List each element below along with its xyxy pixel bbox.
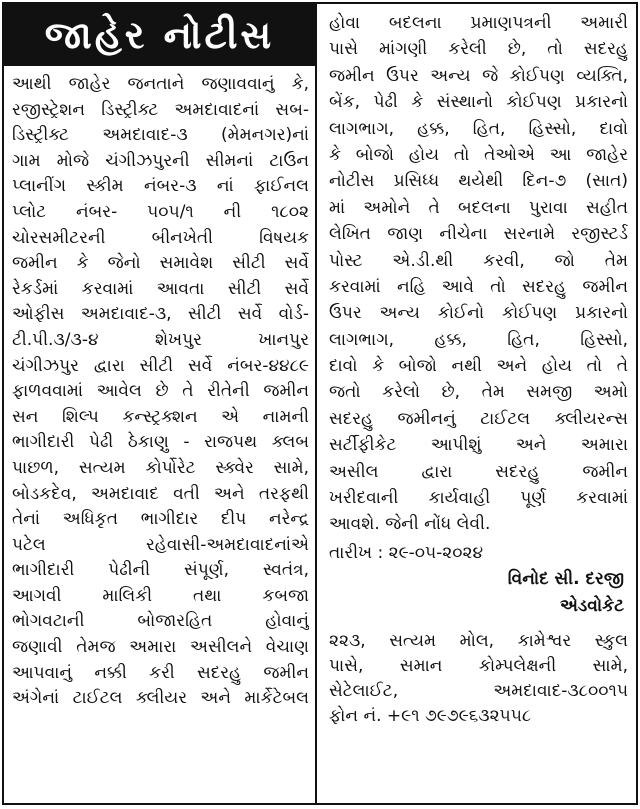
body-line: હોવા બદલના પ્રમાણપત્રની અમારી [329,13,628,33]
body-line: તેનાં અધિકૃત ભાગીદાર દીપ નરેન્દ્ર [12,509,309,530]
body-line: ગામ મોજે ચંગીઝપુરની સીમનાં ટાઉન [12,150,309,171]
body-line: સર્ટીફીકેટ આપીશું અને અમારા [329,435,628,456]
body-line: પાછળ, સત્યમ કોર્પોરેટ સ્ક્વેર સામે, [12,457,309,478]
body-line: ભોગવટાની બોજારહિત હોવાનું [12,611,309,632]
signatory-name: વિનોદ સી. દરજી [507,569,624,590]
body-line: પોસ્ટ એ.ડી.થી કરવી, જો તેમ [329,250,628,271]
body-line: લેખિત જાણ નીચેના સરનામે રજીસ્ટર્ડ [329,224,628,245]
left-body-text [4,66,315,712]
body-line: ભાગીદારી પેઢી ઠેકાણુ - રાજપથ ક્લબ [12,432,309,453]
body-line: આગવી માલિકી તથા કબજા [12,585,309,606]
body-line: ટી.પી.૩/૩-૪ શેખપુર ખાનપુર [12,329,309,350]
body-line: ઓફીસ અમદાવાદ-૩, સીટી સર્વે વોર્ડ- [12,304,309,325]
body-line: ચોરસમીટરની બીનખેતી વિષયક [12,227,309,248]
body-line: બોડકદેવ, અમદાવાદ વતી અને તરફથી [12,483,309,504]
body-line: રજીસ્ટ્રેશન ડિસ્ટ્રીક્ટ અમદાવાદનાં સબ- [12,99,309,120]
body-line: અસીલ દ્વારા સદરહુ જમીન [329,461,628,482]
phone-number: ફોન નં. +૯૧ ૭૯૭૯૬૩૨૫૫૮ [329,705,532,726]
body-line: ફાળવવામાં આવેલ છે તે રીતેની જમીન [12,381,309,402]
body-line: લાગભાગ, હક્ક, હિત, હિસ્સો, દાવો [329,118,628,139]
public-notice [2,2,638,805]
body-line: લાગભાગ, હક્ક, હિત, હિસ્સો, [329,329,628,350]
body-line: કરવામાં નહિ આવે તો સદરહુ જમીન [329,276,628,297]
body-line: જમીન કે જેનો સમાવેશ સીટી સર્વે [12,253,309,274]
body-line: કે બોજો હોય તો તેઓએ આ જાહેર [329,144,628,165]
left-column [4,4,317,803]
body-line: ડિસ્ટ્રીક્ટ અમદાવાદ-૩ (મેમનગર)નાં [12,125,309,146]
body-line: રેકર્ડમાં કરવામાં આવતા સીટી સર્વે [12,278,309,299]
body-line: ભાગીદારી પેઢીની સંપૂર્ણ, સ્વતંત્ર, [12,560,309,581]
body-line: આપવાનું નક્કી કરી સદરહુ જમીન [12,662,309,683]
body-line: જમીન ઉપર અન્ય જે કોઈપણ વ્યક્તિ, [329,65,628,86]
body-line: જતો કરેલો છે, તેમ સમજી અમો [329,382,628,403]
notice-title: જાહેર નોટીસ [4,4,315,66]
address-line: સેટેલાઈટ, અમદાવાદ-૩૮૦૦૧૫ [329,680,628,701]
body-line: દાવો કે બોજો નથી અને હોય તો તે [329,356,628,377]
address-line: ૨૨૩, સત્યમ મોલ, કામેશ્વર સ્કુલ [329,630,628,651]
body-line: જણાવી તેમજ અમારા અસીલને વેચાણ [12,637,309,658]
address-line: પાસે, સમાન કોમ્પલેક્ષની સામે, [329,655,628,676]
body-line: પ્લાનીંગ સ્કીમ નંબર-૩ નાં ફાઈનલ [12,176,309,197]
right-column [319,4,636,803]
body-line: માં અમોને તે બદલના પુરાવા સહીત [329,197,628,218]
body-line: ઉપર અન્ય કોઈનો કોઈપણ પ્રકારનો [329,303,628,324]
advocate-address [329,629,628,729]
signatory-title: એડવોકેટ [559,595,624,616]
body-line: ચંગીઝપુર દ્વારા સીટી સર્વે નંબર-૪૪૮૯ [12,355,309,376]
body-line: સન શિલ્પ કન્સ્ટ્રક્શન એ નામની [12,406,309,427]
body-line: સદરહુ જમીનનું ટાઈટલ ક્લીયરન્સ [329,408,628,429]
body-line: આથી જાહેર જનતાને જણાવવાનું કે, [12,74,309,94]
body-line: પ્લોટ નંબર- ૫૦૫/૧ ની ૧૮૦૨ [12,201,309,222]
body-line: આવશે. જેની નોંધ લેવી. [329,514,491,535]
notice-date: તારીખ : ૨૯-૦૫-૨૦૨૪ [329,542,484,563]
body-line: ખરીદવાની કાર્યવાહી પૂર્ણ કરવામાં [329,488,628,509]
body-line: પટેલ રહેવાસી-અમદાવાદનાંએ [12,534,309,555]
body-line: અંગેનાં ટાઈટલ ક્લીયર અને માર્કેટેબલ [12,688,309,709]
body-line: નોટીસ પ્રસિધ્ધ થયેથી દિન-૭ (સાત) [329,171,628,192]
body-line: બેંક, પેઢી કે સંસ્થાનો કોઈપણ પ્રકારનો [329,92,628,113]
body-line: પાસે માંગણી કરેલી છે, તો સદરહુ [329,39,628,60]
